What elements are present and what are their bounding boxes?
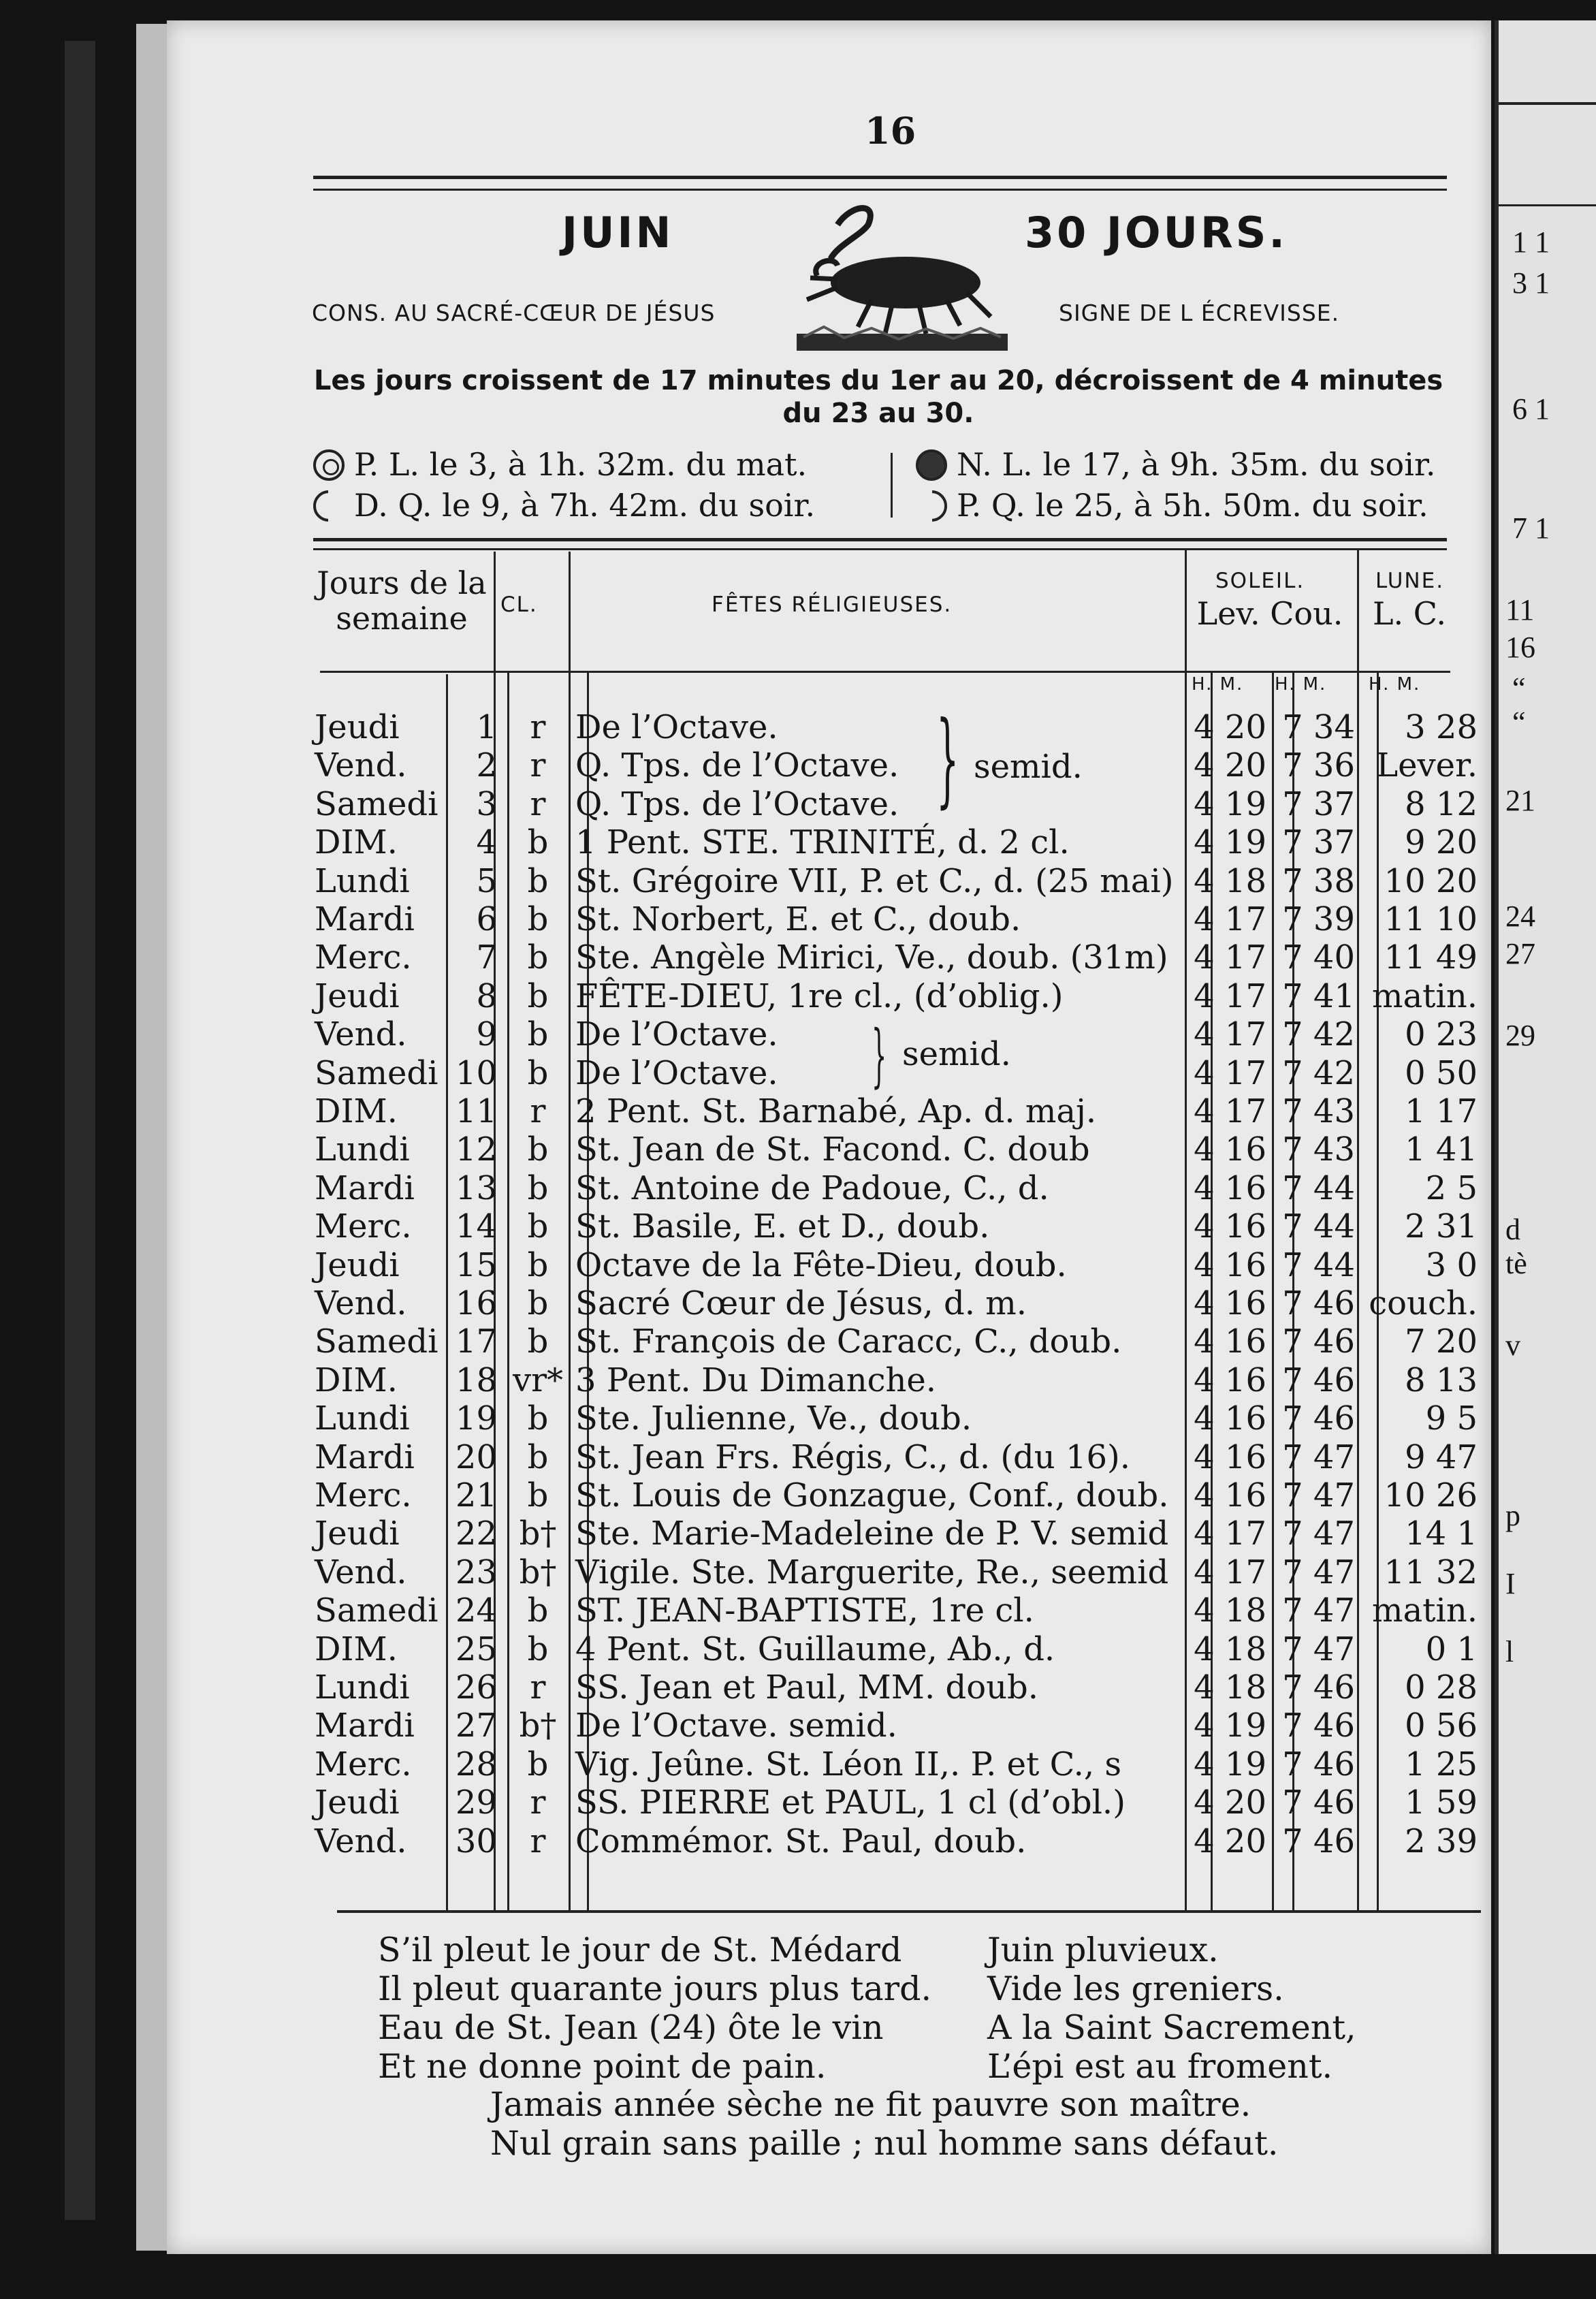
facing-fragment: 16 <box>1505 631 1535 664</box>
sunrise-cell: 4 17 <box>1194 1015 1266 1053</box>
proverb-line: Jamais année sèche ne fit pauvre son maître. <box>490 2085 1251 2124</box>
sunrise-cell: 4 17 <box>1194 938 1266 977</box>
facing-fragment: 21 <box>1505 784 1535 817</box>
hm-label: H. M. <box>1369 674 1421 695</box>
moon-cell: 14 1 <box>1405 1515 1478 1553</box>
weekday-cell: Mardi <box>315 1438 415 1476</box>
class-cell: b <box>527 1476 549 1515</box>
top-double-rule <box>313 176 1447 191</box>
sunset-cell: 7 47 <box>1282 1476 1355 1515</box>
sunrise-cell: 4 18 <box>1194 1668 1266 1707</box>
moon-cell: Lever. <box>1376 746 1478 784</box>
weekday-cell: Merc. <box>315 1207 412 1246</box>
weekday-cell: Mardi <box>315 1169 415 1207</box>
date-cell: 26 <box>455 1668 497 1707</box>
feast-cell: Ste. Marie-Madeleine de P. V. semid <box>575 1515 1169 1553</box>
class-cell: r <box>530 1822 546 1860</box>
facing-fragment: 1 1 <box>1512 225 1550 259</box>
weekday-cell: Jeudi <box>315 1515 400 1553</box>
moon-cell: 11 10 <box>1384 900 1478 938</box>
sunrise-cell: 4 16 <box>1194 1438 1266 1476</box>
date-cell: 17 <box>455 1322 497 1361</box>
month-title: JUIN <box>562 208 674 257</box>
sunset-cell: 7 47 <box>1282 1515 1355 1553</box>
facing-fragment: 27 <box>1505 937 1535 970</box>
date-cell: 14 <box>455 1207 497 1246</box>
sunset-cell: 7 46 <box>1282 1322 1355 1361</box>
sunrise-cell: 4 17 <box>1194 1054 1266 1092</box>
moon-cell: 2 39 <box>1405 1822 1478 1860</box>
facing-fragment: l <box>1505 1635 1514 1668</box>
weekday-cell: Jeudi <box>315 977 400 1015</box>
feast-cell: ST. JEAN-BAPTISTE, 1re cl. <box>575 1591 1034 1630</box>
sunrise-cell: 4 20 <box>1194 1822 1266 1860</box>
feast-cell: 4 Pent. St. Guillaume, Ab., d. <box>575 1630 1055 1668</box>
sunrise-cell: 4 17 <box>1194 1515 1266 1553</box>
date-cell: 11 <box>455 1092 497 1130</box>
moon-header: LUNE. <box>1375 569 1445 593</box>
proverb-line: Nul grain sans paille ; nul homme sans défaut. <box>490 2124 1279 2163</box>
facing-fragment: 6 1 <box>1512 392 1550 426</box>
moon-cell: 10 20 <box>1384 862 1478 900</box>
class-cell: b† <box>519 1515 557 1553</box>
weekday-cell: Mardi <box>315 1707 415 1745</box>
sunrise-cell: 4 18 <box>1194 1630 1266 1668</box>
date-cell: 12 <box>455 1130 497 1169</box>
moon-cell: matin. <box>1372 1591 1478 1630</box>
moon-cell: 0 23 <box>1405 1015 1478 1053</box>
proverb-line: Et ne donne point de pain. <box>378 2047 827 2086</box>
moon-cell: 0 50 <box>1405 1054 1478 1092</box>
feast-cell: St. Louis de Gonzague, Conf., doub. <box>575 1476 1169 1515</box>
class-cell: b <box>527 1015 549 1053</box>
sunrise-cell: 4 18 <box>1194 862 1266 900</box>
class-header: CL. <box>500 592 538 617</box>
sunset-cell: 7 47 <box>1282 1630 1355 1668</box>
date-cell: 1 <box>476 708 497 746</box>
date-cell: 29 <box>455 1783 497 1822</box>
weekday-cell: Vend. <box>315 1553 407 1591</box>
date-cell: 9 <box>476 1015 497 1053</box>
weekday-cell: Vend. <box>315 1822 407 1860</box>
feast-cell: SS. PIERRE et PAUL, 1 cl (d’obl.) <box>575 1783 1126 1822</box>
full-moon-line <box>313 446 807 483</box>
proverb-line: Juin pluvieux. <box>987 1931 1219 1969</box>
moon-cell: 8 12 <box>1405 785 1478 823</box>
date-cell: 27 <box>455 1707 497 1745</box>
sunrise-cell: 4 16 <box>1194 1246 1266 1284</box>
sunrise-cell: 4 16 <box>1194 1361 1266 1399</box>
sunset-cell: 7 39 <box>1282 900 1355 938</box>
feast-cell: De l’Octave. semid. <box>575 1707 897 1745</box>
facing-fragment: 29 <box>1505 1019 1535 1052</box>
moon-cell: couch. <box>1369 1284 1478 1322</box>
brace-label: semid. <box>974 748 1083 786</box>
class-cell: b <box>527 900 549 938</box>
sunset-cell: 7 47 <box>1282 1591 1355 1630</box>
feast-cell: Commémor. St. Paul, doub. <box>575 1822 1027 1860</box>
sunset-cell: 7 46 <box>1282 1284 1355 1322</box>
feast-cell: FÊTE-DIEU, 1re cl., (d’oblig.) <box>575 977 1064 1015</box>
sunset-cell: 7 47 <box>1282 1553 1355 1591</box>
facing-fragment: I <box>1505 1567 1516 1600</box>
proverb-line: Vide les greniers. <box>987 1969 1284 2008</box>
moon-cell: 11 49 <box>1384 938 1478 977</box>
sunset-cell: 7 46 <box>1282 1399 1355 1438</box>
last-quarter-text: D. Q. le 9, à 7h. 42m. du soir. <box>354 487 816 524</box>
full-moon-text: P. L. le 3, à 1h. 32m. du mat. <box>354 446 808 483</box>
feast-cell: 1 Pent. STE. TRINITÉ, d. 2 cl. <box>575 823 1070 861</box>
sunset-cell: 7 47 <box>1282 1438 1355 1476</box>
class-cell: b <box>527 1630 549 1668</box>
moon-cell: 1 59 <box>1405 1783 1478 1822</box>
weekday-cell: Lundi <box>315 1668 410 1707</box>
weekday-cell: Mardi <box>315 900 415 938</box>
new-moon-line <box>916 446 1436 483</box>
feast-cell: Q. Tps. de l’Octave. <box>575 785 899 823</box>
class-cell: b <box>527 1438 549 1476</box>
moon-cell: 9 20 <box>1405 823 1478 861</box>
sunrise-cell: 4 16 <box>1194 1130 1266 1169</box>
class-cell: vr* <box>512 1361 564 1399</box>
weekday-cell: Jeudi <box>315 708 400 746</box>
phase-divider <box>891 453 893 518</box>
brace: } <box>936 700 959 819</box>
feast-cell: St. Jean Frs. Régis, C., d. (du 16). <box>575 1438 1131 1476</box>
feast-cell: St. Basile, E. et D., doub. <box>575 1207 990 1246</box>
date-cell: 13 <box>455 1169 497 1207</box>
weekday-cell: Samedi <box>315 1054 438 1092</box>
crab-zodiac-icon <box>797 197 1008 354</box>
moon-cell: 10 26 <box>1384 1476 1478 1515</box>
sunset-cell: 7 46 <box>1282 1745 1355 1783</box>
class-cell: b <box>527 1591 549 1630</box>
moon-cell: 7 20 <box>1405 1322 1478 1361</box>
date-cell: 23 <box>455 1553 497 1591</box>
moon-cell: 2 31 <box>1405 1207 1478 1246</box>
class-cell: b <box>527 1399 549 1438</box>
moon-cell: 0 56 <box>1405 1707 1478 1745</box>
facing-fragment: tè <box>1505 1247 1527 1280</box>
sunrise-cell: 4 16 <box>1194 1322 1266 1361</box>
class-cell: b <box>527 1169 549 1207</box>
sunrise-cell: 4 16 <box>1194 1476 1266 1515</box>
date-cell: 3 <box>476 785 497 823</box>
sunrise-cell: 4 19 <box>1194 785 1266 823</box>
weekday-cell: Jeudi <box>315 1246 400 1284</box>
weekday-cell: DIM. <box>315 823 398 861</box>
date-cell: 30 <box>455 1822 497 1860</box>
sunrise-cell: 4 19 <box>1194 1745 1266 1783</box>
proverb-line: A la Saint Sacrement, <box>987 2008 1356 2047</box>
sunset-cell: 7 44 <box>1282 1246 1355 1284</box>
moon-cell: 2 5 <box>1425 1169 1478 1207</box>
weekday-cell: DIM. <box>315 1092 398 1130</box>
date-cell: 16 <box>455 1284 497 1322</box>
class-cell: r <box>530 746 546 784</box>
feast-cell: Vig. Jeûne. St. Léon II,. P. et C., s <box>575 1745 1122 1783</box>
class-cell: b† <box>519 1707 557 1745</box>
feast-cell: St. François de Caracc, C., doub. <box>575 1322 1122 1361</box>
sunrise-cell: 4 20 <box>1194 746 1266 784</box>
weekday-cell: Merc. <box>315 1476 412 1515</box>
moon-subheader: L. C. <box>1373 595 1446 632</box>
weekday-cell: DIM. <box>315 1361 398 1399</box>
weekday-cell: Merc. <box>315 1745 412 1783</box>
facing-fragment: “ <box>1512 705 1526 739</box>
weekday-cell: Vend. <box>315 1015 407 1053</box>
sunrise-cell: 4 16 <box>1194 1207 1266 1246</box>
weekday-cell: Samedi <box>315 1322 438 1361</box>
sunset-cell: 7 42 <box>1282 1054 1355 1092</box>
first-quarter-moon-icon <box>916 490 947 522</box>
sunset-cell: 7 46 <box>1282 1361 1355 1399</box>
new-moon-icon <box>916 449 947 481</box>
sunset-cell: 7 38 <box>1282 862 1355 900</box>
proverbs-left <box>378 1931 931 2086</box>
sunset-cell: 7 37 <box>1282 785 1355 823</box>
feast-cell: Vigile. Ste. Marguerite, Re., seemid <box>575 1553 1169 1591</box>
facing-fragment: v <box>1505 1329 1520 1362</box>
weekday-cell: Lundi <box>315 1130 410 1169</box>
moon-cell: matin. <box>1372 977 1478 1015</box>
moon-cell: 9 5 <box>1425 1399 1478 1438</box>
date-cell: 6 <box>476 900 497 938</box>
weekday-cell: Lundi <box>315 862 410 900</box>
sunset-cell: 7 44 <box>1282 1207 1355 1246</box>
class-cell: r <box>530 1092 546 1130</box>
date-cell: 24 <box>455 1591 497 1630</box>
class-cell: b <box>527 862 549 900</box>
feast-cell: Ste. Julienne, Ve., doub. <box>575 1399 972 1438</box>
new-moon-text: N. L. le 17, à 9h. 35m. du soir. <box>957 446 1436 483</box>
date-cell: 4 <box>476 823 497 861</box>
sunset-cell: 7 46 <box>1282 1707 1355 1745</box>
class-cell: r <box>530 1668 546 1707</box>
hm-label: H. M. <box>1192 674 1244 695</box>
sunrise-cell: 4 19 <box>1194 1707 1266 1745</box>
sun-header: SOLEIL. <box>1215 569 1305 593</box>
class-cell: r <box>530 708 546 746</box>
class-cell: b <box>527 1284 549 1322</box>
feast-cell: Octave de la Fête-Dieu, doub. <box>575 1246 1067 1284</box>
feast-cell: Sacré Cœur de Jésus, d. m. <box>575 1284 1027 1322</box>
class-cell: b <box>527 1745 549 1783</box>
feast-cell: St. Grégoire VII, P. et C., d. (25 mai) <box>575 862 1174 900</box>
sunset-cell: 7 46 <box>1282 1822 1355 1860</box>
proverbs-bottom <box>490 2085 1278 2163</box>
feast-cell: St. Norbert, E. et C., doub. <box>575 900 1021 938</box>
moon-cell: 1 17 <box>1405 1092 1478 1130</box>
full-moon-icon <box>313 449 345 481</box>
date-cell: 19 <box>455 1399 497 1438</box>
weekday-cell: Samedi <box>315 785 438 823</box>
weekday-cell: Samedi <box>315 1591 438 1630</box>
sunset-cell: 7 46 <box>1282 1668 1355 1707</box>
date-cell: 20 <box>455 1438 497 1476</box>
class-cell: b <box>527 938 549 977</box>
date-cell: 25 <box>455 1630 497 1668</box>
last-quarter-moon-icon <box>313 490 345 522</box>
feast-cell: 2 Pent. St. Barnabé, Ap. d. maj. <box>575 1092 1097 1130</box>
date-cell: 21 <box>455 1476 497 1515</box>
facing-fragment: 3 1 <box>1512 266 1550 300</box>
page-number: 16 <box>865 109 916 153</box>
first-quarter-text: P. Q. le 25, à 5h. 50m. du soir. <box>957 487 1429 524</box>
facing-fragment: 7 1 <box>1512 511 1550 545</box>
feast-cell: De l’Octave. <box>575 1015 778 1053</box>
sunrise-cell: 4 17 <box>1194 900 1266 938</box>
consecration-label: CONS. AU SACRÉ-CŒUR DE JÉSUS <box>312 300 716 326</box>
proverb-line: L’épi est au froment. <box>987 2047 1333 2086</box>
moon-cell: 11 32 <box>1384 1553 1478 1591</box>
moon-cell: 3 0 <box>1425 1246 1478 1284</box>
feast-cell: St. Antoine de Padoue, C., d. <box>575 1169 1049 1207</box>
feast-cell: De l’Octave. <box>575 708 778 746</box>
daylength-note: Les jours croissent de 17 minutes du 1er au 20, décroissent de 4 minutes du 23 au 30. <box>313 365 1443 429</box>
sunrise-cell: 4 16 <box>1194 1169 1266 1207</box>
date-cell: 2 <box>476 746 497 784</box>
moon-cell: 1 41 <box>1405 1130 1478 1169</box>
weekday-cell: Vend. <box>315 1284 407 1322</box>
sunrise-cell: 4 20 <box>1194 1783 1266 1822</box>
date-cell: 8 <box>476 977 497 1015</box>
feast-cell: St. Jean de St. Facond. C. doub <box>575 1130 1090 1169</box>
facing-fragment: 11 <box>1505 593 1535 627</box>
sunset-cell: 7 36 <box>1282 746 1355 784</box>
sunset-cell: 7 43 <box>1282 1130 1355 1169</box>
date-cell: 15 <box>455 1246 497 1284</box>
feast-cell: SS. Jean et Paul, MM. doub. <box>575 1668 1038 1707</box>
sunrise-cell: 4 19 <box>1194 823 1266 861</box>
days-header: Jours de la semaine <box>317 565 487 637</box>
sunset-cell: 7 41 <box>1282 977 1355 1015</box>
facing-fragment: d <box>1505 1213 1520 1246</box>
sunset-cell: 7 42 <box>1282 1015 1355 1053</box>
feast-cell: Q. Tps. de l’Octave. <box>575 746 899 784</box>
first-quarter-line <box>916 487 1429 524</box>
header-rule <box>320 671 1450 673</box>
feast-cell: 3 Pent. Du Dimanche. <box>575 1361 937 1399</box>
moon-cell: 3 28 <box>1405 708 1478 746</box>
date-cell: 5 <box>476 862 497 900</box>
zodiac-sign-label: SIGNE DE L ÉCREVISSE. <box>1059 300 1340 326</box>
weekday-cell: Lundi <box>315 1399 410 1438</box>
sunset-cell: 7 40 <box>1282 938 1355 977</box>
proverb-line: S’il pleut le jour de St. Médard <box>378 1931 902 1969</box>
class-cell: r <box>530 1783 546 1822</box>
feast-cell: Ste. Angèle Mirici, Ve., doub. (31m) <box>575 938 1168 977</box>
facing-fragment: 24 <box>1505 900 1535 933</box>
book-spine <box>65 41 95 2220</box>
page-edge <box>136 24 167 2251</box>
feasts-header: FÊTES RÉLIGIEUSES. <box>712 592 953 617</box>
brace: } <box>872 1015 887 1095</box>
hm-label: H. M. <box>1275 674 1327 695</box>
sunset-cell: 7 43 <box>1282 1092 1355 1130</box>
phase-rule <box>313 538 1447 550</box>
class-cell: b <box>527 1054 549 1092</box>
weekday-cell: Vend. <box>315 746 407 784</box>
proverbs-right <box>987 1931 1356 2086</box>
date-cell: 18 <box>455 1361 497 1399</box>
sunset-cell: 7 44 <box>1282 1169 1355 1207</box>
class-cell: r <box>530 785 546 823</box>
sunrise-cell: 4 17 <box>1194 1553 1266 1591</box>
sun-subheader: Lev. Cou. <box>1196 595 1343 632</box>
date-cell: 22 <box>455 1515 497 1553</box>
sunset-cell: 7 37 <box>1282 823 1355 861</box>
class-cell: b <box>527 1207 549 1246</box>
proverb-line: Eau de St. Jean (24) ôte le vin <box>378 2008 884 2047</box>
moon-cell: 0 1 <box>1425 1630 1478 1668</box>
weekday-cell: Merc. <box>315 938 412 977</box>
class-cell: b <box>527 823 549 861</box>
class-cell: b <box>527 1246 549 1284</box>
date-cell: 10 <box>455 1054 497 1092</box>
moon-cell: 0 28 <box>1405 1668 1478 1707</box>
last-quarter-line <box>313 487 815 524</box>
weekday-cell: Jeudi <box>315 1783 400 1822</box>
sunset-cell: 7 34 <box>1282 708 1355 746</box>
days-count: 30 JOURS. <box>1025 208 1288 257</box>
class-cell: b <box>527 977 549 1015</box>
sunrise-cell: 4 16 <box>1194 1284 1266 1322</box>
proverb-line: Il pleut quarante jours plus tard. <box>378 1969 932 2008</box>
moon-cell: 1 25 <box>1405 1745 1478 1783</box>
class-cell: b <box>527 1322 549 1361</box>
sunrise-cell: 4 17 <box>1194 1092 1266 1130</box>
class-cell: b† <box>519 1553 557 1591</box>
date-cell: 28 <box>455 1745 497 1783</box>
sunset-cell: 7 46 <box>1282 1783 1355 1822</box>
class-cell: b <box>527 1130 549 1169</box>
facing-page <box>1495 20 1596 2254</box>
facing-fragment: “ <box>1512 671 1526 705</box>
facing-fragment: p <box>1505 1499 1520 1532</box>
sunrise-cell: 4 17 <box>1194 977 1266 1015</box>
sunrise-cell: 4 18 <box>1194 1591 1266 1630</box>
moon-cell: 8 13 <box>1405 1361 1478 1399</box>
moon-cell: 9 47 <box>1405 1438 1478 1476</box>
weekday-cell: DIM. <box>315 1630 398 1668</box>
feast-cell: De l’Octave. <box>575 1054 778 1092</box>
sunrise-cell: 4 16 <box>1194 1399 1266 1438</box>
date-cell: 7 <box>476 938 497 977</box>
brace-label: semid. <box>902 1035 1011 1073</box>
col-divider <box>569 552 571 1910</box>
sunrise-cell: 4 20 <box>1194 708 1266 746</box>
table-bottom-rule <box>337 1910 1481 1913</box>
